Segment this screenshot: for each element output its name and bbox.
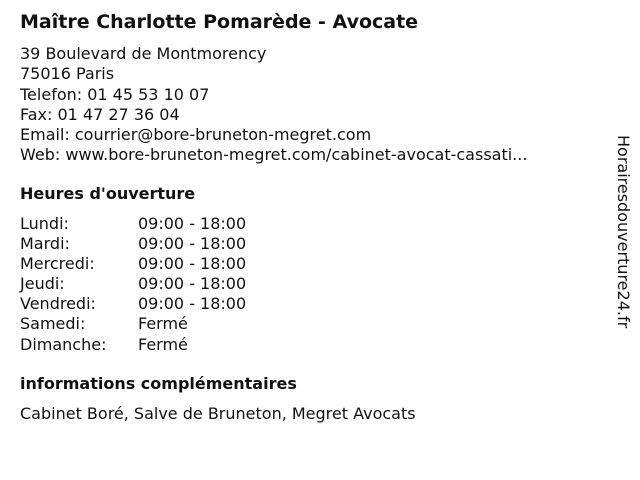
address-city: 75016 Paris <box>20 64 115 84</box>
hours-day: Dimanche: <box>20 334 107 354</box>
hours-day: Samedi: <box>20 314 86 334</box>
hours-row-wednesday <box>20 254 246 274</box>
fax-number: Fax: 01 47 27 36 04 <box>20 104 180 124</box>
hours-time: 09:00 - 18:00 <box>138 274 247 294</box>
phone-number: Telefon: 01 45 53 10 07 <box>20 84 210 104</box>
hours-day: Mardi: <box>20 234 70 254</box>
opening-hours-table <box>20 214 246 355</box>
hours-day: Lundi: <box>20 214 69 233</box>
hours-time: Fermé <box>138 314 188 334</box>
additional-info-text: Cabinet Boré, Salve de Bruneton, Megret Avocats <box>20 404 416 423</box>
additional-info-heading: informations complémentaires <box>20 374 297 393</box>
site-watermark: Horairesdouverture24.fr <box>614 135 633 329</box>
hours-row-sunday <box>20 335 246 355</box>
hours-day: Mercredi: <box>20 254 95 274</box>
hours-day: Vendredi: <box>20 294 96 314</box>
web-address: Web: www.bore-bruneton-megret.com/cabinet-avocat-cassati... <box>20 145 528 165</box>
hours-day: Jeudi: <box>20 274 65 294</box>
hours-row-friday <box>20 294 246 314</box>
hours-row-tuesday <box>20 234 246 254</box>
opening-hours-heading: Heures d'ouverture <box>20 184 196 203</box>
address-street: 39 Boulevard de Montmorency <box>20 44 267 63</box>
hours-time: 09:00 - 18:00 <box>138 214 247 233</box>
hours-time: 09:00 - 18:00 <box>138 294 247 314</box>
hours-row-thursday <box>20 274 246 294</box>
hours-time: Fermé <box>138 334 188 354</box>
hours-time: 09:00 - 18:00 <box>138 254 247 274</box>
hours-time: 09:00 - 18:00 <box>138 234 247 254</box>
page-title: Maître Charlotte Pomarède - Avocate <box>20 11 419 33</box>
hours-row-saturday <box>20 314 246 334</box>
contact-block <box>20 44 600 166</box>
email-address: Email: courrier@bore-bruneton-megret.com <box>20 125 372 145</box>
hours-row-monday <box>20 214 246 234</box>
